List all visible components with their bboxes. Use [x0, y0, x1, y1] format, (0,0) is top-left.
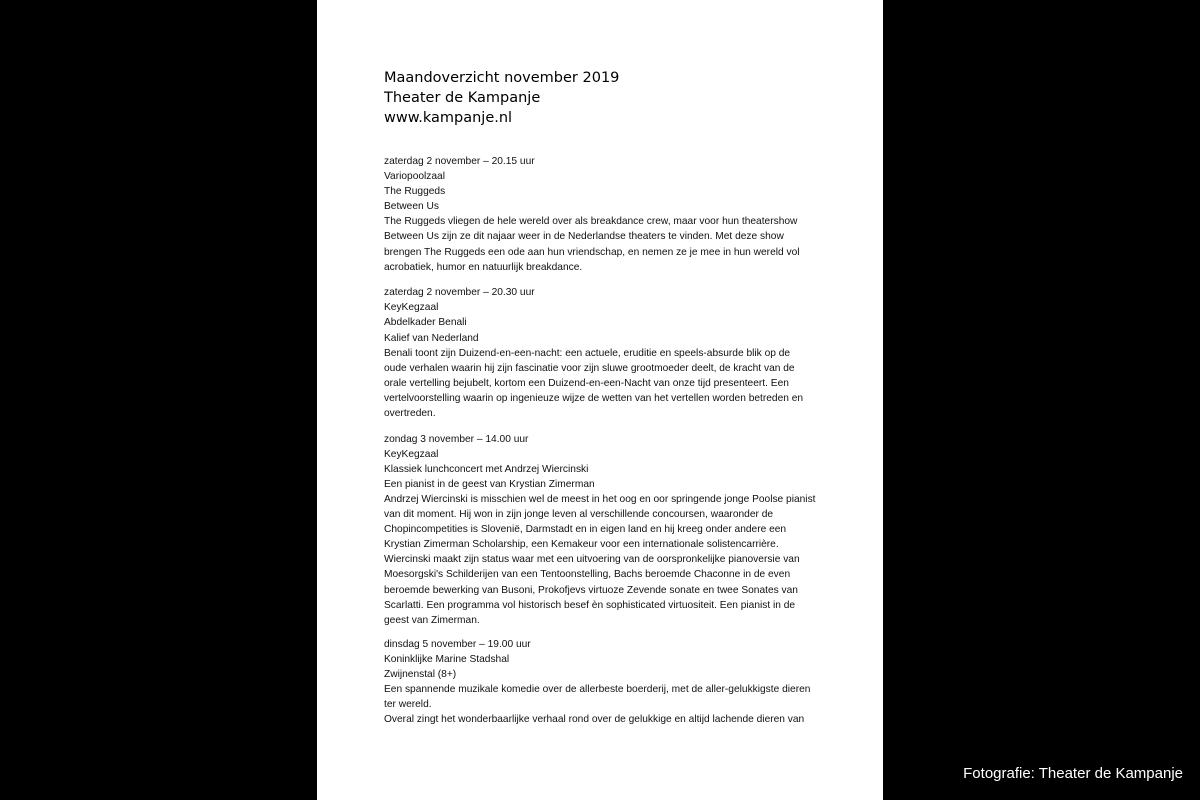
event-line: acrobatiek, humor en natuurlijk breakdance.: [384, 261, 583, 273]
event-line: The Ruggeds vliegen de hele wereld over als breakdance crew, maar voor hun theatershow: [384, 216, 798, 228]
event-hall: Variopoolzaal: [384, 171, 445, 183]
event-line: vertelvoorstelling waarin op ingenieuze wijze de wetten van het vertellen worden betreden en: [384, 392, 804, 404]
photo-credit: Fotografie: Theater de Kampanje: [963, 765, 1183, 782]
event-line: Kalief van Nederland: [384, 332, 479, 344]
event-date: zaterdag 2 november – 20.30 uur: [384, 287, 535, 299]
event-line: Moesorgski's Schilderijen van een Tentoonstelling, Bachs beroemde Chaconne in de even: [384, 569, 791, 581]
event-line: Between Us: [384, 201, 439, 213]
event-line: Een pianist in de geest van Krystian Zimerman: [384, 478, 595, 490]
event-entry: [384, 637, 814, 728]
event-date: zaterdag 2 november – 20.15 uur: [384, 156, 535, 167]
event-line: Andrzej Wiercinski is misschien wel de meest in het oog en oor springende jonge Poolse pianist: [384, 493, 816, 505]
event-hall: KeyKegzaal: [384, 448, 439, 460]
document-header: [384, 68, 619, 128]
event-date: dinsdag 5 november – 19.00 uur: [384, 638, 531, 650]
event-date: zondag 3 november – 14.00 uur: [384, 433, 529, 445]
event-line: brengen The Ruggeds een ode aan hun vriendschap, en nemen ze je mee in hun wereld vol: [384, 246, 800, 258]
event-line: overtreden.: [384, 408, 436, 419]
event-line: ter wereld.: [384, 699, 432, 711]
event-line: beroemde bewerking van Busoni, Prokofjevs virtuoze Zevende sonate en twee Sonates van: [384, 584, 798, 596]
event-line: Klassiek lunchconcert met Andrzej Wiercinski: [384, 463, 589, 475]
event-line: The Ruggeds: [384, 186, 446, 198]
document-page: [317, 0, 883, 800]
event-entry: [384, 285, 814, 421]
event-line: van dit moment. Hij won in zijn jonge leven al verschillende concoursen, waaronder de: [384, 509, 774, 521]
event-line: Overal zingt het wonderbaarlijke verhaal rond over de gelukkige en altijd lachende dieren van: [384, 714, 805, 726]
event-line: Zwijnenstal (8+): [384, 669, 457, 680]
event-line: Wiercinski maakt zijn status waar met een uitvoering van de oorspronkelijke pianoversie van: [384, 554, 800, 566]
event-entry: [384, 154, 814, 275]
event-line: geest van Zimerman.: [384, 614, 480, 626]
event-line: Between Us zijn ze dit najaar weer in de Nederlandse theaters te vinden. Met deze show: [384, 231, 784, 243]
event-line: oude verhalen waarin hij zijn fascinatie voor zijn sluwe grootmoeder deelt, de kracht van de: [384, 362, 795, 374]
event-line: orale vertelling bejubelt, kortom een Duizend-en-een-Nacht van onze tijd presenteert. Een: [384, 377, 789, 389]
event-line: Krystian Zimerman Scholarship, een Kemakeur voor een internationale solistencarrière.: [384, 539, 779, 551]
event-entry: [384, 432, 814, 628]
event-line: Benali toont zijn Duizend-en-een-nacht: een actuele, eruditie en speels-absurde blik op de: [384, 347, 791, 359]
event-hall: Koninklijke Marine Stadshal: [384, 653, 510, 665]
document-title: Maandoverzicht november 2019: [384, 70, 620, 86]
theater-name: Theater de Kampanje: [384, 90, 541, 106]
event-line: Scarlatti. Een programma vol historisch besef èn sophisticated virtuositeit. Een pianist in de: [384, 599, 796, 611]
event-list: [384, 154, 814, 727]
event-hall: KeyKegzaal: [384, 302, 439, 314]
event-line: Een spannende muzikale komedie over de allerbeste boerderij, met de aller-gelukkigste dieren: [384, 684, 811, 696]
event-line: Abdelkader Benali: [384, 317, 467, 329]
event-line: Chopincompetities is Slovenië, Darmstadt en in eigen land en hij kreeg onder andere een: [384, 524, 787, 536]
website-url: www.kampanje.nl: [384, 110, 513, 126]
